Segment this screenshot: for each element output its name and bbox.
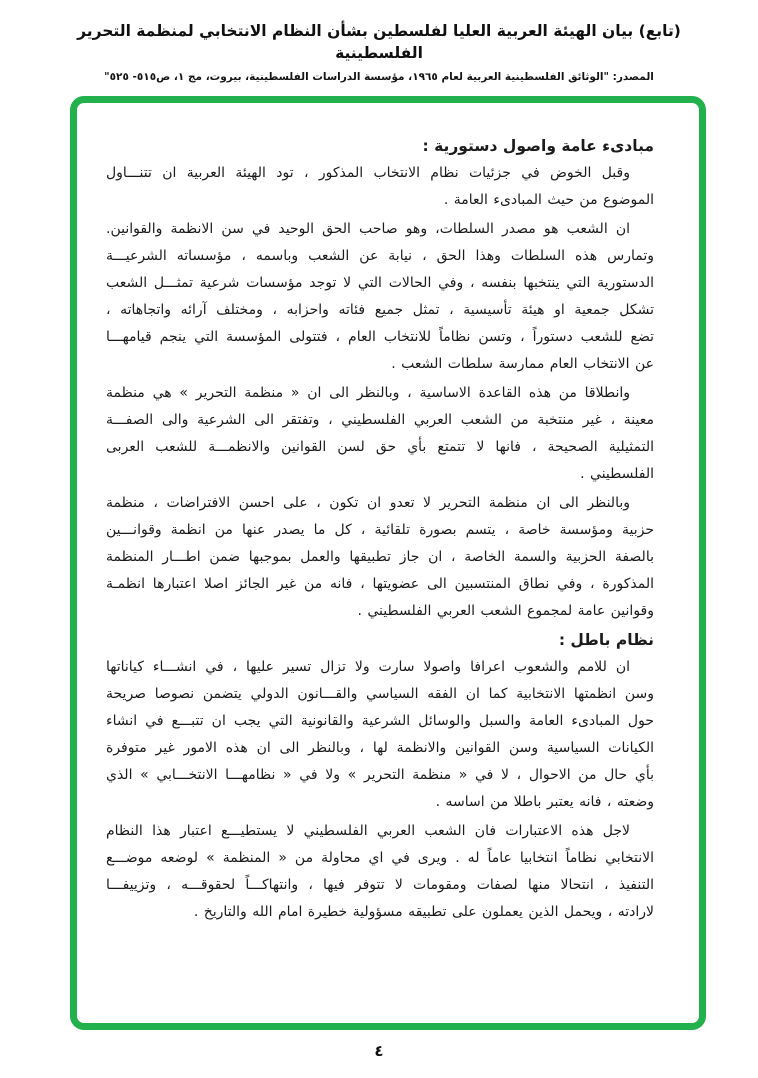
text-line: عن الانتخاب العام ممارسة سلطات الشعب . [391, 356, 654, 372]
section-heading-general-principles: مبادىء عامة واصول دستورية : [422, 137, 654, 155]
text-line: لاجل هذه الاعتبارات فان الشعب العربي الفلسطيني لا يستطيـــع اعتبار هذا النظام [106, 823, 630, 839]
document-title: (تابع) بيان الهيئة العربية العليا لفلسطين بشأن النظام الانتخابي لمنظمة التحرير الفلسطينية [77, 22, 681, 62]
section-heading-void-system: نظام باطل : [558, 631, 654, 649]
text-line: حول المبادىء العامة والسبل والوسائل الشرعية والقانونية التي يجب ان تتبـــع في انشاء [106, 713, 654, 729]
text-line: الدستورية التي ينتخبها بنفسه ، وفي الحالات التي لا توجد مؤسسات شرعية تمثـــل الشعب [106, 275, 654, 291]
source-citation-line: المصدر: "الوثائق الفلسطينية العربية لعام ١٩٦٥، مؤسسة الدراسات الفلسطينية، بيروت، مج ١، ص٥١٥- ٥٢٥" [104, 71, 654, 83]
paragraph [106, 490, 654, 625]
text-line: وبالنظر الى ان منظمة التحرير لا تعدو ان تكون ، على احسن الافتراضات ، منظمة [106, 495, 630, 511]
text-line: وتمارس هذه السلطات وهذا الحق ، نيابة عن الشعب وباسمه ، مؤسساته الشرعيـــة [106, 248, 654, 264]
text-line: وانطلاقا من هذه القاعدة الاساسية ، وبالنظر الى ان « منظمة التحرير » هي منظمة [106, 385, 630, 401]
text-line: لارادته ، ويحمل الذين يعملون على تطبيقه مسؤولية خطيرة امام الله والتاريخ . [193, 904, 654, 920]
text-line: تضع للشعب دستوراً ، وتسن نظاماً للانتخاب العام ، فتتولى المؤسسة التي ينجم قيامهـــا [106, 329, 654, 345]
text-line: الفلسطيني . [580, 466, 654, 482]
paragraph [106, 654, 654, 816]
text-line: وقوانين عامة لمجموع الشعب العربي الفلسطيني . [357, 603, 654, 619]
text-line: تشكل جمعية او هيئة تأسيسية ، تمثل جميع فئاته واحزابه ، ومختلف آرائه واتجاهاته ، [106, 302, 654, 318]
green-border-frame [70, 96, 706, 1030]
document-header [0, 20, 758, 83]
text-line: وقبل الخوض في جزئيات نظام الانتخاب المذكور ، تود الهيئة العربية ان تتنـــاول [106, 165, 630, 181]
text-line: ان الشعب هو مصدر السلطات، وهو صاحب الحق الوحيد في سن الانظمة والقوانين. [106, 221, 630, 237]
page-number: ٤ [374, 1042, 384, 1060]
paragraph [106, 160, 654, 214]
text-line: التنفيذ ، انتحالا منها لصفات ومقومات لا تتوفر فيها ، وانتهاكـــاً لحقوقـــه ، وتزييفـــا [106, 877, 654, 893]
text-line: معينة ، غير منتخبة من الشعب العربي الفلسطيني ، وتفتقر الى الشرعية والى الصفـــة [106, 412, 654, 428]
text-line: بالصفة الحزبية والسمة الخاصة ، ان جاز تطبيقها والعمل بموجبها ضمن اطـــار المنظمة [106, 549, 654, 565]
text-line: التمثيلية الصحيحة ، فانها لا تتمتع بأي حق لسن القوانين والانظمـــة للشعب العربى [106, 439, 654, 455]
text-line: ان للامم والشعوب اعرافا واصولا سارت ولا تزال تسير عليها ، في انشـــاء كياناتها [106, 659, 630, 675]
paragraph [106, 818, 654, 926]
text-line: الكيانات السياسية وسن القوانين والانظمة لها ، وبالنظر الى ان هذه الامور غير متوفرة [106, 740, 654, 756]
paragraph [106, 216, 654, 378]
text-line: الموضوع من حيث المبادىء العامة . [443, 192, 654, 208]
text-line: وضعته ، فانه يعتبر باطلا من اساسه . [435, 794, 654, 810]
text-line: وسن انظمتها الانتخابية كما ان الفقه السياسي والقـــانون الدولي يتضمن نصوصا صريحة [106, 686, 654, 702]
document-body [106, 133, 654, 928]
text-line: المذكورة ، وفي نطاق المنتسبين الى عضويتها ، فانه من غير الجائز اصلا اعتبارها انظمـة [106, 576, 654, 592]
text-line: حزبية ومؤسسة خاصة ، يتسم بصورة تلقائية ، كل ما يصدر عنها من انظمة وقوانـــين [106, 522, 654, 538]
text-line: بأي حال من الاحوال ، لا في « منظمة التحرير » ولا في « نظامهـــا الانتخـــابي » الذي [106, 767, 654, 783]
text-line: الانتخابي نظاماً انتخابيا عاماً له . ويرى في اي محاولة من « المنظمة » لوضعه موضـــع [106, 850, 654, 866]
paragraph [106, 380, 654, 488]
